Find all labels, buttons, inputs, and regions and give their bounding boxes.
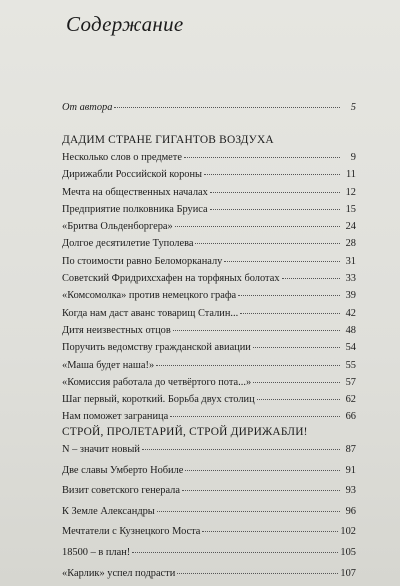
toc-entry-page: 87 [345, 444, 356, 455]
toc-entry [62, 440, 356, 461]
toc-entry [62, 391, 356, 408]
toc-entry [62, 218, 356, 235]
leader-dots [156, 365, 340, 366]
toc-entry-page: 66 [345, 411, 356, 423]
leader-dots [195, 243, 340, 244]
toc-entry [62, 322, 356, 339]
section-heading-1: ДАДИМ СТРАНЕ ГИГАНТОВ ВОЗДУХА [62, 134, 274, 146]
toc-entry-page: 28 [345, 238, 356, 250]
leader-dots [173, 330, 340, 331]
leader-dots [157, 511, 340, 512]
leader-dots [257, 399, 340, 400]
toc-entry-page: 55 [345, 359, 356, 371]
toc-entry [62, 408, 356, 425]
toc-entry-title: Нам поможет заграница [62, 411, 169, 423]
toc-entry-page: 54 [345, 342, 356, 354]
leader-dots [184, 157, 340, 158]
toc-entry-title: Мечтатели с Кузнецкого Моста [62, 526, 201, 538]
toc-entry-page: 33 [345, 273, 356, 285]
toc-entry [62, 461, 356, 482]
leader-dots [177, 573, 338, 574]
toc-entry-page: 102 [340, 526, 356, 538]
toc-entry-page: 42 [345, 307, 356, 319]
toc-entry-page: 62 [345, 394, 356, 406]
toc-entry-title: «Комсомолка» против немецкого графа [62, 290, 237, 302]
leader-dots [170, 416, 340, 417]
section-2-entries [62, 440, 356, 584]
toc-entry-page: 96 [345, 505, 356, 517]
toc-entry-title: Предприятие полковника Бруиса [62, 203, 208, 215]
toc-entry-page: 48 [345, 324, 356, 336]
leader-dots [132, 552, 338, 553]
leader-dots [204, 174, 340, 175]
page-title: Содержание [66, 12, 184, 36]
toc-entry-title: По стоимости равно Беломорканалу [62, 255, 223, 267]
toc-entry-title: Долгое десятилетие Туполева [62, 238, 194, 250]
leader-dots [114, 107, 340, 108]
toc-entry [62, 270, 356, 287]
toc-entry [62, 374, 356, 391]
toc-entry-page: 93 [345, 485, 356, 497]
leader-dots [182, 490, 340, 491]
toc-entry-title: 18500 – в план! [62, 546, 131, 558]
toc-entry-title: Поручить ведомству гражданской авиации [62, 342, 251, 354]
toc-entry-page: 15 [345, 203, 356, 215]
leader-dots [142, 449, 340, 450]
toc-entry-title: Советский Фридрихсхафен на торфяных болотах [62, 273, 280, 285]
toc-entry-title: Шаг первый, короткий. Борьба двух столиц [62, 394, 255, 406]
leader-dots [202, 531, 338, 532]
toc-entry-page: 11 [345, 169, 356, 181]
toc-entry-title: Несколько слов о предмете [62, 152, 182, 163]
toc-entry [62, 184, 356, 201]
toc-entry-title: К Земле Александры [62, 505, 155, 517]
toc-entry [62, 543, 356, 564]
toc-entry-page: 39 [345, 290, 356, 302]
leader-dots [210, 209, 340, 210]
toc-entry [62, 305, 356, 322]
author-entry-block [62, 102, 356, 114]
leader-dots [185, 470, 340, 471]
section-heading-2: СТРОЙ, ПРОЛЕТАРИЙ, СТРОЙ ДИРИЖАБЛИ! [62, 426, 308, 438]
toc-entry [62, 357, 356, 374]
toc-entry-page: 91 [345, 464, 356, 476]
leader-dots [282, 278, 340, 279]
toc-entry-title: Две славы Умберто Нобиле [62, 464, 184, 476]
toc-entry [62, 339, 356, 356]
toc-entry-page: 31 [345, 255, 356, 267]
toc-entry [62, 166, 356, 183]
toc-entry-title: Мечта на общественных началах [62, 186, 208, 198]
toc-entry-page: 57 [345, 376, 356, 388]
toc-entry-title: Дирижабли Российской короны [62, 169, 203, 181]
toc-entry-page: 12 [345, 186, 356, 198]
toc-entry-title: От автора [62, 102, 113, 113]
toc-entry [62, 201, 356, 218]
toc-entry [62, 149, 356, 166]
toc-entry-page: 5 [350, 102, 356, 113]
leader-dots [253, 347, 340, 348]
toc-entry-page: 24 [345, 221, 356, 233]
leader-dots [253, 382, 340, 383]
toc-entry-title: Дитя неизвестных отцов [62, 324, 171, 336]
toc-entry-page: 107 [340, 567, 356, 579]
toc-entry-title: «Маша будет наша!» [62, 359, 155, 371]
section-1-entries [62, 149, 356, 426]
leader-dots [238, 295, 340, 296]
toc-entry-title: N – значит новый [62, 444, 140, 455]
toc-entry [62, 253, 356, 270]
toc-entry-title: «Карлик» успел подрасти [62, 567, 176, 579]
toc-entry [62, 564, 356, 585]
leader-dots [175, 226, 340, 227]
leader-dots [240, 313, 340, 314]
toc-entry [62, 522, 356, 543]
toc-entry [62, 287, 356, 304]
leader-dots [224, 261, 340, 262]
toc-entry-title: Визит советского генерала [62, 485, 180, 497]
toc-entry-title: «Комиссия работала до четвёртого пота...» [62, 376, 252, 388]
toc-entry [62, 481, 356, 502]
toc-entry-page: 9 [350, 152, 356, 163]
toc-entry-title: «Бритва Ольденборгера» [62, 221, 173, 233]
toc-entry-title: Когда нам даст аванс товарищ Сталин... [62, 307, 239, 319]
toc-entry-author [62, 102, 356, 114]
toc-entry [62, 502, 356, 523]
toc-entry-page: 105 [340, 546, 356, 558]
toc-entry [62, 235, 356, 252]
leader-dots [210, 192, 340, 193]
